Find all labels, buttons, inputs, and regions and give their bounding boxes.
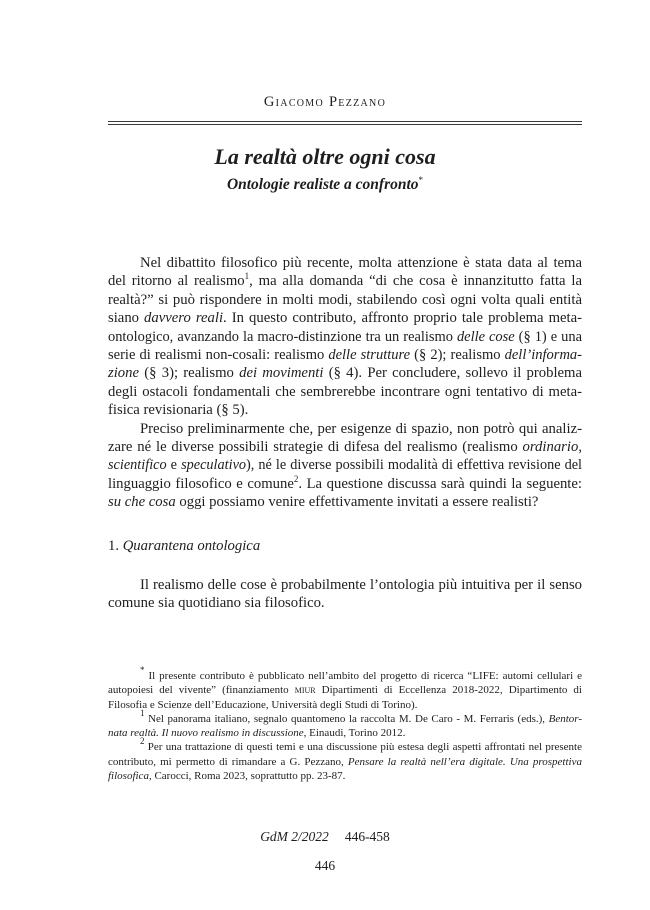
footnote-line — [108, 707, 582, 726]
italic-span: delle cose — [456, 328, 515, 345]
text-span: del ritorno al realismo — [108, 273, 245, 290]
text-line: comune sia quotidiano sia filosofico. — [108, 595, 325, 612]
text-span: autopoiesi del vivente” (finanziamento — [108, 684, 295, 697]
header-rule-bottom — [108, 124, 582, 125]
text-line: realtà?” si può rispondere in molti modi, stabilendo così ogni volta quali entità — [108, 291, 582, 308]
italic-span: dell’informa- — [504, 347, 583, 364]
intro-paragraph-2 — [108, 420, 582, 512]
text-span: Dipartimenti di Eccellenza 2018-2022, Dipartimento di — [315, 684, 582, 697]
text-span: linguaggio filosofico e comune — [108, 475, 294, 492]
text-line: degli ostacoli fondamentali che sembrerebbe incontrare ogni tentativo di meta- — [108, 383, 582, 400]
section-number: 1. — [108, 538, 123, 554]
text-span: . La questione discussa sarà quindi la seguente: — [298, 475, 582, 492]
text-line: fisica revisionaria (§ 5). — [108, 402, 249, 419]
italic-span: dei movimenti — [239, 365, 324, 382]
article-title: La realtà oltre ogni cosa — [214, 144, 436, 169]
footnote-line: Filosofia e Scienze dell’Educazione, Università degli Studi di Torino). — [108, 698, 418, 711]
text-line — [108, 328, 582, 346]
italic-span: davvero reali — [144, 310, 224, 327]
journal-name: GdM 2/2022 — [260, 829, 329, 844]
italic-span: ordinario — [522, 439, 579, 456]
section-1-paragraph — [108, 576, 582, 613]
footnote-ref: 2 — [293, 473, 299, 484]
journal-citation — [0, 829, 650, 845]
text-span: . In questo contributo, affronto proprio tale problema meta- — [223, 310, 583, 327]
text-line — [108, 456, 582, 474]
italic-span: filosofica — [108, 770, 149, 783]
text-span: (§ 1) e una — [514, 328, 582, 345]
text-span: oggi possiamo venire effettivamente invitati a essere realisti? — [175, 494, 539, 511]
text-line — [108, 272, 582, 290]
text-line — [108, 493, 582, 511]
intro-paragraph-1 — [108, 254, 582, 420]
text-line — [108, 309, 582, 327]
italic-span: delle strutture — [328, 347, 411, 364]
section-heading — [108, 538, 260, 555]
italic-span: scientifico — [108, 457, 167, 474]
text-span: serie di realismi non-cosali: realismo — [108, 347, 329, 364]
text-line — [108, 364, 582, 382]
italic-span: Bentor- — [548, 712, 582, 725]
text-span: (§ 2); realismo — [410, 347, 505, 364]
footnote-line — [108, 683, 582, 697]
text-line: Nel dibattito filosofico più recente, molta attenzione è stata data al tema — [140, 255, 582, 271]
text-span: Per una trattazione di questi temi e una discussione più estesa degli aspetti affrontati nel presente — [144, 741, 582, 754]
intro-section — [108, 254, 582, 512]
text-span: (§ 3); realismo — [139, 365, 240, 382]
article-subtitle — [0, 175, 650, 194]
page-number: 446 — [314, 858, 336, 873]
text-span: , ma alla domanda “di che cosa è innanzitutto fatta la — [249, 273, 582, 290]
text-span: , Einaudi, Torino 2012. — [303, 727, 406, 740]
footnote-mark: * — [140, 665, 145, 675]
text-span: Il presente contributo è pubblicato nell’ambito del progetto di ricerca “LIFE: automi cellulari e — [144, 670, 582, 682]
footnote-mark: 2 — [140, 736, 145, 747]
smallcaps-span: miur — [294, 684, 316, 697]
footnote-line — [108, 755, 582, 769]
text-span: zare né le diverse possibili strategie di difesa del realismo (realismo — [108, 439, 523, 456]
footnote-star — [108, 665, 582, 712]
text-span: siano — [108, 310, 145, 327]
italic-span: zione — [108, 365, 140, 382]
italic-span: su che cosa — [108, 494, 176, 511]
footnote-2 — [108, 736, 582, 783]
text-line — [108, 475, 582, 493]
text-line: zare né le diverse possibili strategie di difesa del realismo (realismo ordinario, — [108, 439, 582, 456]
author-name: Giacomo Pezzano — [263, 94, 387, 110]
text-span: contributo, mi permetto di rimandare a G. Pezzano, — [108, 755, 348, 768]
text-line: Preciso preliminarmente che, per esigenze di spazio, non potrò qui analiz- — [140, 420, 582, 437]
footnote-ref: 1 — [244, 271, 250, 282]
text-span: , Carocci, Roma 2023, soprattutto pp. 23-87. — [148, 770, 346, 783]
footnote-line — [108, 736, 582, 754]
footnote-line — [108, 665, 582, 683]
footnote-1 — [108, 707, 582, 741]
text-line: Il realismo delle cose è probabilmente l’ontologia più intuitiva per il senso — [140, 577, 582, 593]
header-rule-top — [108, 121, 582, 122]
italic-span: nata realtà. Il nuovo realismo in discussione — [108, 727, 304, 740]
subtitle-footnote-mark: * — [418, 175, 424, 185]
footnote-line — [108, 726, 582, 740]
subtitle-text: Ontologie realiste a confronto — [226, 176, 419, 193]
footnotes — [108, 665, 582, 783]
text-span: Nel panorama italiano, segnalo quantomeno la raccolta M. De Caro - M. Ferraris (eds.), — [144, 712, 549, 725]
section-title: Quarantena ontologica — [122, 538, 261, 554]
text-span: ), né le diverse possibili modalità di effettiva revisione del — [246, 457, 583, 474]
footnote-line — [108, 769, 582, 783]
text-span: (§ 4). Per concludere, sollevo il problema — [323, 365, 583, 382]
italic-span: speculativo — [181, 457, 247, 474]
text-span: e — [166, 457, 182, 474]
text-line — [108, 346, 582, 364]
footnote-mark: 1 — [140, 707, 145, 718]
text-span: ontologico, avanzando la macro-distinzione tra un realismo — [108, 328, 457, 345]
italic-span: Pensare la realtà nell’era digitale. Una prospettiva — [347, 755, 582, 768]
page-range: 446-458 — [344, 829, 390, 844]
